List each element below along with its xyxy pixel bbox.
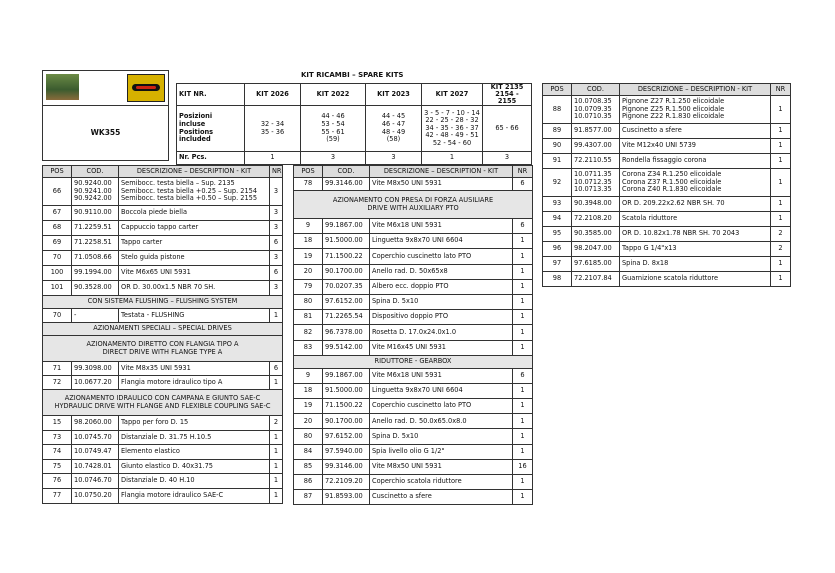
row-code: 71.2258.51 [72,236,119,251]
row-description: Boccola piede biella [119,206,270,221]
table-row [43,178,283,206]
row-pos: 97 [543,257,572,272]
row-qty: 1 [270,445,283,460]
section-heading: AZIONAMENTO IDRAULICO CON CAMPANA E GIUNTO SAE-C HYDRAULIC DRIVE WITH FLANGE AND FLEXIBLE COUPLING SAE-C [43,390,283,416]
row-pos: 100 [43,266,72,281]
kit-table [176,83,532,165]
row-qty: 1 [771,257,791,272]
cod-header: COD. [323,166,370,178]
row-qty: 1 [270,430,283,445]
table-row [43,459,283,474]
model-name: WK355 [43,106,169,161]
row-pos: 72 [43,376,72,390]
row-code: 90.9240.00 90.9241.00 90.9242.00 [72,178,119,206]
row-qty: 1 [513,264,533,279]
row-pos: 93 [543,197,572,212]
row-code: 96.7378.00 [323,325,370,340]
row-pos: 77 [43,488,72,503]
logo-cell [43,71,169,106]
row-qty: 6 [270,236,283,251]
row-pos: 68 [43,221,72,236]
row-qty: 1 [771,139,791,154]
row-description: Spina D. 5x10 [370,294,513,309]
row-qty: 16 [513,459,533,474]
row-pos: 81 [294,310,323,325]
section-heading: RIDUTTORE - GEARBOX [294,355,533,368]
row-description: Vite M12x40 UNI 5739 [620,139,771,154]
row-description: Vite M8x35 UNI 5931 [119,362,270,376]
row-pos: 80 [294,294,323,309]
row-description: Spia livello olio G 1/2" [370,444,513,459]
row-pos: 98 [543,272,572,287]
row-qty: 1 [270,488,283,503]
table-row [43,376,283,390]
table-row [294,429,533,444]
row-description: OR D. 10.82x1.78 NBR SH. 70 2043 [620,227,771,242]
row-description: Giunto elastico D. 40x31.75 [119,459,270,474]
nr-header: NR [771,84,791,96]
gearbox-rows [294,368,533,505]
row-pos: 18 [294,383,323,398]
row-description: Cappuccio tappo carter [119,221,270,236]
row-qty: 1 [771,272,791,287]
row-pos: 70 [43,251,72,266]
row-qty: 3 [270,251,283,266]
table-row [294,490,533,505]
flange-rows [43,362,283,390]
row-pos: 85 [294,459,323,474]
row-pos: 66 [43,178,72,206]
row-code: 97.5940.00 [323,444,370,459]
kit-pcs: 3 [483,152,532,165]
table-row [43,309,283,323]
row-qty: 1 [270,474,283,489]
row-qty: 1 [513,475,533,490]
row-pos: 69 [43,236,72,251]
kit-header: KIT 2023 [366,84,422,106]
row-description: Guarnizione scatola riduttore [620,272,771,287]
row-code: 10.7428.01 [72,459,119,474]
row-code: 99.1867.00 [323,219,370,234]
table-row [294,249,533,264]
row-description: Albero ecc. doppio PTO [370,279,513,294]
product-photo-icon [46,74,79,100]
row-code: 10.0708.35 10.0709.35 10.0710.35 [572,96,620,124]
table-row [43,266,283,281]
pos-header: POS [43,166,72,178]
row-code: 90.1700.00 [323,264,370,279]
table-row [543,96,791,124]
table-row [294,264,533,279]
table-row [294,234,533,249]
row-code: 99.4307.00 [572,139,620,154]
row-code: 70.0207.35 [323,279,370,294]
row-qty: 1 [513,383,533,398]
row-pos: 20 [294,414,323,429]
table-row [43,251,283,266]
row-qty: 3 [270,206,283,221]
row-description: Rondella fissaggio corona [620,154,771,169]
row-qty: 1 [513,294,533,309]
row-pos: 78 [294,178,323,191]
row-code: 99.3146.00 [323,178,370,191]
row-description: Coperchio cuscinetto lato PTO [370,399,513,414]
row-qty: 1 [270,459,283,474]
row-qty: 1 [513,444,533,459]
hydraulic-rows [43,416,283,504]
kit-positions: 3 - 5 - 7 - 10 - 14 22 - 25 - 28 - 32 34 - 35 - 36 - 37 42 - 48 - 49 - 51 52 - 54 - 60 [422,106,483,152]
row-code: 99.5142.00 [323,340,370,355]
table-row [543,227,791,242]
row-qty: 1 [771,212,791,227]
table-row [294,414,533,429]
row-description: Rosetta D. 17.0x24.0x1.0 [370,325,513,340]
row-description: Vite M16x45 UNI 5931 [370,340,513,355]
row-code: 10.0746.70 [72,474,119,489]
table-row [543,212,791,227]
row-qty: 1 [513,249,533,264]
section-heading: CON SISTEMA FLUSHING – FLUSHING SYSTEM [43,296,283,309]
table-row [543,272,791,287]
table-row [294,383,533,398]
row-code: 97.6185.00 [572,257,620,272]
row-qty: 1 [513,279,533,294]
row-qty: 3 [270,178,283,206]
row-qty: 1 [270,309,283,323]
row-pos: 75 [43,459,72,474]
row-pos: 83 [294,340,323,355]
row-code: 71.1500.22 [323,399,370,414]
row-code: 10.0750.20 [72,488,119,503]
row-qty: 1 [513,399,533,414]
row-description: Flangia motore idraulico SAE-C [119,488,270,503]
row-qty: 1 [513,429,533,444]
row-description: Semibocc. testa biella – Sup. 2135 Semibocc. testa biella +0.25 – Sup. 2154 Semibocc. testa biella +0.50 – Sup. 2155 [119,178,270,206]
section-heading: AZIONAMENTO DIRETTO CON FLANGIA TIPO A DIRECT DRIVE WITH FLANGE TYPE A [43,336,283,362]
row-description: Pignone Z27 R.1.250 elicoidale Pignone Z25 R.1.500 elicoidale Pignone Z22 R.1.830 elicoidale [620,96,771,124]
kit-header: KIT 2135 2154 - 2155 [483,84,532,106]
right-rows [543,96,791,287]
kit-header: KIT 2026 [245,84,301,106]
row-description: Cuscinetto a sfere [620,124,771,139]
row-code: 72.2110.55 [572,154,620,169]
row-pos: 9 [294,219,323,234]
desc-header: DESCRIZIONE – DESCRIPTION - KIT [119,166,270,178]
row-description: Vite M8x50 UNI 5931 [370,178,513,191]
table-row [543,197,791,212]
row-pos: 76 [43,474,72,489]
row-qty: 1 [513,340,533,355]
desc-header: DESCRIZIONE – DESCRIPTION - KIT [370,166,513,178]
kit-positions: 44 - 45 46 - 47 48 - 49 (58) [366,106,422,152]
table-row [294,219,533,234]
table-row [43,430,283,445]
row-qty: 1 [771,124,791,139]
row-description: Scatola riduttore [620,212,771,227]
row-code: 90.9110.00 [72,206,119,221]
row-description: Tappo per foro D. 15 [119,416,270,431]
row-qty: 6 [513,178,533,191]
table-row [294,459,533,474]
row-qty: 1 [513,234,533,249]
row-qty: 1 [771,96,791,124]
row-description: Spina D. 5x10 [370,429,513,444]
row-code: 91.5000.00 [323,234,370,249]
kit-nr-label: KIT NR. [177,84,245,106]
row-description: Coperchio scatola riduttore [370,475,513,490]
kit-pcs: 1 [422,152,483,165]
row-description: Vite M6x18 UNI 5931 [370,219,513,234]
row-pos: 73 [43,430,72,445]
row-pos: 89 [543,124,572,139]
row-pos: 79 [294,279,323,294]
row-qty: 1 [771,169,791,197]
row-description: Linguetta 9x8x70 UNI 6604 [370,234,513,249]
row-code: - [72,309,119,323]
row-code: 99.1867.00 [323,368,370,383]
row-code: 91.8593.00 [323,490,370,505]
row-code: 71.1500.22 [323,249,370,264]
row-qty: 1 [513,310,533,325]
row-description: Elemento elastico [119,445,270,460]
row-description: Vite M6x65 UNI 5931 [119,266,270,281]
row-pos: 95 [543,227,572,242]
left-rows [43,178,283,296]
row-code: 90.1700.00 [323,414,370,429]
row-code: 99.3146.00 [323,459,370,474]
table-row [543,154,791,169]
pto-rows [294,219,533,356]
pcs-label: Nr. Pcs. [177,152,245,165]
row-pos: 87 [294,490,323,505]
pos-header: POS [294,166,323,178]
row-code: 98.2060.00 [72,416,119,431]
brand-logo-icon [127,74,165,102]
cod-header: COD. [572,84,620,96]
row-pos: 101 [43,281,72,296]
table-row [543,124,791,139]
row-pos: 94 [543,212,572,227]
pos-header: POS [543,84,572,96]
table-row [43,281,283,296]
left-parts-table [42,165,283,504]
row-pos: 19 [294,249,323,264]
row-code: 99.1994.00 [72,266,119,281]
row-code: 90.3585.00 [572,227,620,242]
table-row [294,340,533,355]
row-code: 72.2109.20 [323,475,370,490]
row-code: 71.2259.51 [72,221,119,236]
row-pos: 84 [294,444,323,459]
row-pos: 82 [294,325,323,340]
row-description: Spina D. 8x18 [620,257,771,272]
table-row [43,221,283,236]
kit-pcs: 1 [245,152,301,165]
table-row [294,399,533,414]
row-qty: 6 [270,266,283,281]
row-description: Dispositivo doppio PTO [370,310,513,325]
row-description: Distanziale D. 31.75 H.10.5 [119,430,270,445]
row-pos: 92 [543,169,572,197]
section-heading: AZIONAMENTO CON PRESA DI FORZA AUSILIARE DRIVE WITH AUXILIARY PTO [294,191,533,219]
row-qty: 1 [513,414,533,429]
middle-parts-table [293,165,533,505]
kit-header: KIT 2027 [422,84,483,106]
table-row [543,169,791,197]
row-qty: 2 [771,242,791,257]
table-row [294,368,533,383]
table-row [43,362,283,376]
row-qty: 1 [270,376,283,390]
row-description: Stelo guida pistone [119,251,270,266]
row-code: 10.0677.20 [72,376,119,390]
row-description: Linguetta 9x8x70 UNI 6604 [370,383,513,398]
row-code: 97.6152.00 [323,429,370,444]
row-pos: 91 [543,154,572,169]
row-qty: 1 [771,197,791,212]
row-description: Vite M6x18 UNI 5931 [370,368,513,383]
table-row [543,257,791,272]
row-description: OR D. 30.00x1.5 NBR 70 SH. [119,281,270,296]
table-row [43,206,283,221]
table-row [43,236,283,251]
row-description: Flangia motore idraulico tipo A [119,376,270,390]
row-code: 99.3098.00 [72,362,119,376]
row-pos: 67 [43,206,72,221]
row-code: 10.0749.47 [72,445,119,460]
row-qty: 6 [270,362,283,376]
kit-positions: 65 - 66 [483,106,532,152]
row-qty: 1 [771,154,791,169]
row-pos: 96 [543,242,572,257]
row-pos: 70 [43,309,72,323]
row-code: 98.2047.00 [572,242,620,257]
row-pos: 86 [294,475,323,490]
table-row [543,139,791,154]
table-row [294,178,533,191]
row-pos: 18 [294,234,323,249]
row-description: Testata - FLUSHING [119,309,270,323]
kit-pcs: 3 [301,152,366,165]
kit-header: KIT 2022 [301,84,366,106]
row-description: Distanziale D. 40 H.10 [119,474,270,489]
table-row [294,310,533,325]
positions-label: Posizioni incluse Positions included [177,106,245,152]
row-code: 90.3528.00 [72,281,119,296]
row-qty: 2 [771,227,791,242]
row-qty: 2 [270,416,283,431]
row-code: 91.5000.00 [323,383,370,398]
row-qty: 3 [270,221,283,236]
row-pos: 88 [543,96,572,124]
row-description: Cuscinetto a sfere [370,490,513,505]
row-qty: 1 [513,325,533,340]
table-row [294,444,533,459]
row-description: Corona Z34 R.1.250 elicoidale Corona Z37 R.1.500 elicoidale Corona Z40 R.1.830 elicoidale [620,169,771,197]
nr-header: NR [270,166,283,178]
table-row [43,416,283,431]
row-description: Coperchio cuscinetto lato PTO [370,249,513,264]
table-row [294,294,533,309]
model-box [42,70,169,161]
kit-pcs: 3 [366,152,422,165]
row-code: 90.3948.00 [572,197,620,212]
row-code: 72.2107.84 [572,272,620,287]
table-row [543,242,791,257]
flushing-rows [43,309,283,323]
row-qty: 3 [270,281,283,296]
row-qty: 1 [513,490,533,505]
desc-header: DESCRIZIONE – DESCRIPTION - KIT [620,84,771,96]
table-row [43,488,283,503]
kit-positions: 32 - 34 35 - 36 [245,106,301,152]
row-pos: 90 [543,139,572,154]
table-row [43,445,283,460]
row-pos: 19 [294,399,323,414]
row-code: 10.0711.35 10.0712.35 10.0713.35 [572,169,620,197]
middle-top-rows [294,178,533,191]
row-pos: 20 [294,264,323,279]
row-code: 10.0745.70 [72,430,119,445]
row-code: 72.2108.20 [572,212,620,227]
row-qty: 6 [513,368,533,383]
right-parts-table [542,83,791,287]
table-row [294,279,533,294]
row-pos: 80 [294,429,323,444]
section-heading: AZIONAMENTI SPECIALI – SPECIAL DRIVES [43,323,283,336]
table-row [294,325,533,340]
row-qty: 6 [513,219,533,234]
row-code: 71.2265.54 [323,310,370,325]
row-pos: 9 [294,368,323,383]
table-row [294,475,533,490]
row-code: 71.0508.66 [72,251,119,266]
row-description: Vite M8x50 UNI 5931 [370,459,513,474]
nr-header: NR [513,166,533,178]
row-description: Tappo carter [119,236,270,251]
page-title: KIT RICAMBI – SPARE KITS [301,71,404,79]
row-description: OR D. 209.22x2.62 NBR SH. 70 [620,197,771,212]
row-code: 97.6152.00 [323,294,370,309]
row-code: 91.8577.00 [572,124,620,139]
row-description: Tappo G 1/4"x13 [620,242,771,257]
kit-positions: 44 - 46 53 - 54 55 - 61 (59) [301,106,366,152]
row-pos: 15 [43,416,72,431]
row-description: Anello rad. D. 50.0x65.0x8.0 [370,414,513,429]
table-row [43,474,283,489]
row-pos: 71 [43,362,72,376]
row-pos: 74 [43,445,72,460]
cod-header: COD. [72,166,119,178]
row-description: Anello rad. D. 50x65x8 [370,264,513,279]
